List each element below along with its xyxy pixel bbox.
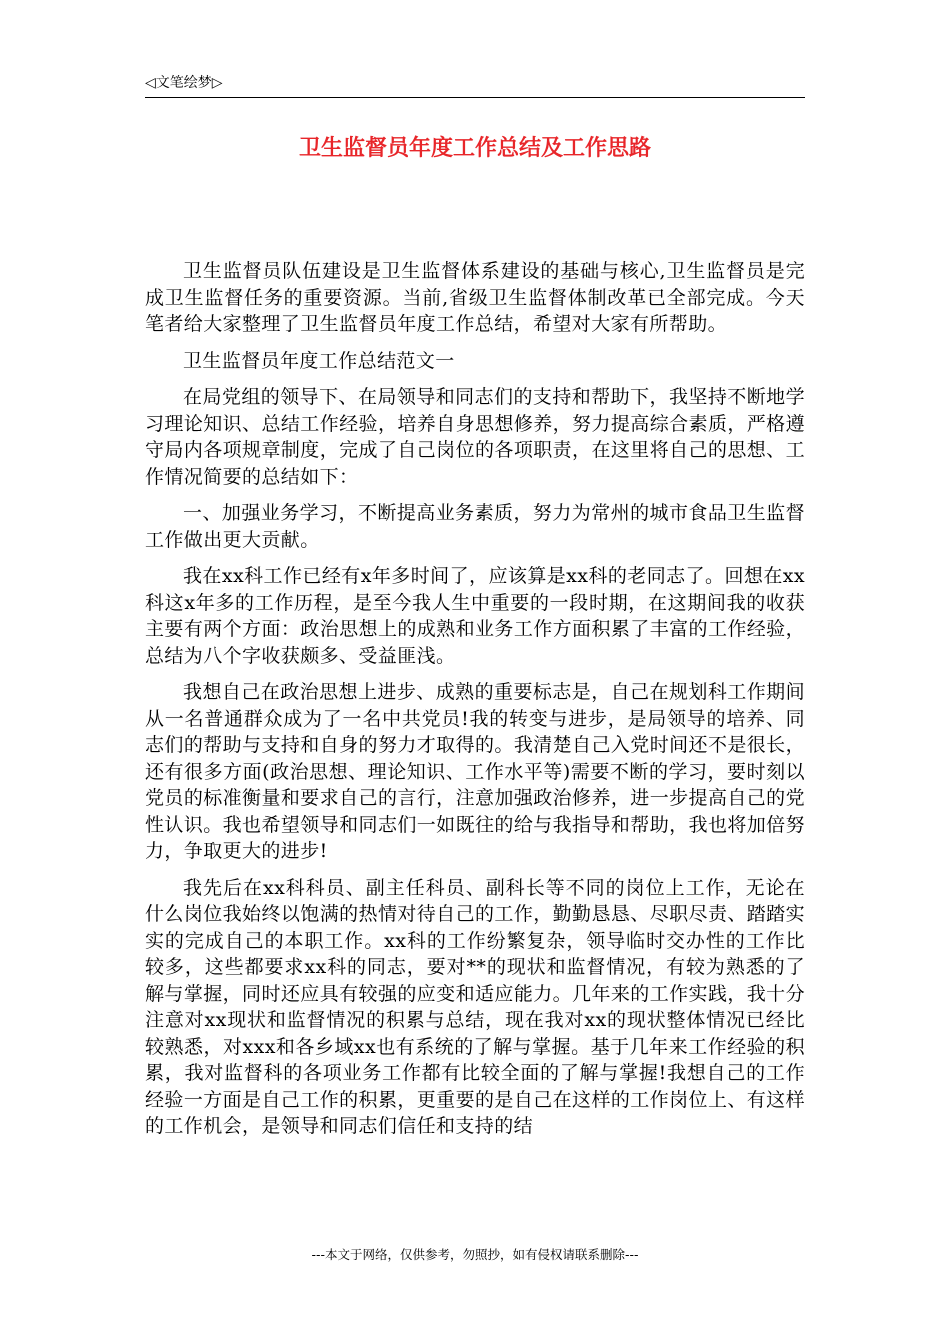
paragraph: 我先后在xx科科员、副主任科员、副科长等不同的岗位上工作，无论在什么岗位我始终以饱满的热情对待自己的工作，勤勤恳恳、尽职尽责、踏踏实实的完成自己的本职工作。xx科的工作纷繁复杂，领导临时交办性的工作比较多，这些都要求xx科的同志，要对**的现状和监督情况，有较为熟悉的了解与掌握，同时还应具有较强的应变和适应能力。几年来的工作实践，我十分注意对xx现状和监督情况的积累与总结，现在我对xx的现状整体情况已经比较熟悉，对xxx和各乡域xx也有系统的了解与掌握。基于几年来工作经验的积累，我对监督科的各项业务工作都有比较全面的了解与掌握!我想自己的工作经验一方面是自己工作的积累，更重要的是自己在这样的工作岗位上、有这样的工作机会，是领导和同志们信任和支持的结	[145, 876, 805, 1137]
paragraph-point-one: 一、加强业务学习，不断提高业务素质，努力为常州的城市食品卫生监督工作做出更大贡献。	[145, 502, 805, 551]
footer-disclaimer: ---本文于网络，仅供参考，勿照抄，如有侵权请联系删除---	[311, 1247, 639, 1262]
document-title: 卫生监督员年度工作总结及工作思路	[298, 136, 651, 161]
paragraph: 在局党组的领导下、在局领导和同志们的支持和帮助下，我坚持不断地学习理论知识、总结工作经验，培养自身思想修养，努力提高综合素质，严格遵守局内各项规章制度，完成了自己岗位的各项职责，在这里将自己的思想、工作情况简要的总结如下：	[145, 386, 805, 488]
paragraph-section-heading: 卫生监督员年度工作总结范文一	[183, 349, 455, 372]
header-logo-text: ◁文笔绘梦▷	[145, 75, 223, 91]
paragraph: 我在xx科工作已经有x年多时间了，应该算是xx科的老同志了。回想在xx科这x年多的工作历程，是至今我人生中重要的一段时期，在这期间我的收获主要有两个方面：政治思想上的成熟和业务工作方面积累了丰富的工作经验，总结为八个字收获颇多、受益匪浅。	[145, 565, 805, 667]
header-divider	[145, 97, 805, 98]
paragraph: 我想自己在政治思想上进步、成熟的重要标志是，自己在规划科工作期间从一名普通群众成为了一名中共党员!我的转变与进步，是局领导的培养、同志们的帮助与支持和自身的努力才取得的。我清楚自己入党时间还不是很长，还有很多方面(政治思想、理论知识、工作水平等)需要不断的学习，要时刻以党员的标准衡量和要求自己的言行，注意加强政治修养，进一步提高自己的党性认识。我也希望领导和同志们一如既往的给与我指导和帮助，我也将加倍努力，争取更大的进步!	[145, 681, 805, 862]
document-body	[145, 258, 805, 1150]
paragraph-intro: 卫生监督员队伍建设是卫生监督体系建设的基础与核心,卫生监督员是完成卫生监督任务的重要资源。当前,省级卫生监督体制改革已全部完成。今天笔者给大家整理了卫生监督员年度工作总结，希望对大家有所帮助。	[145, 260, 805, 335]
